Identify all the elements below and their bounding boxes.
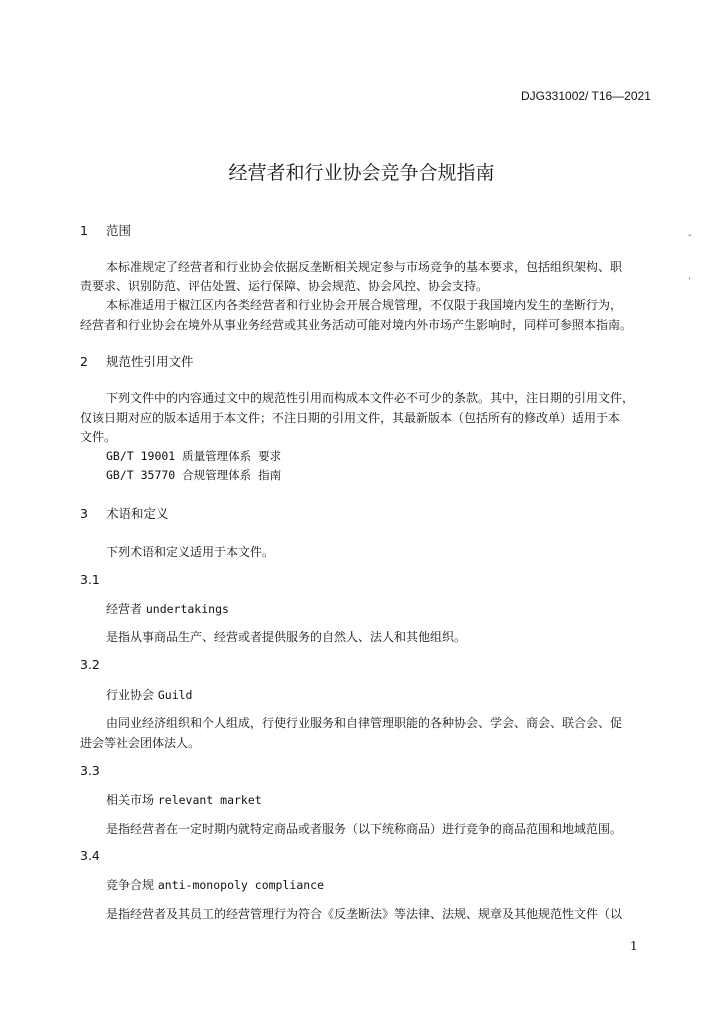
term-definition: 是指从事商品生产、经营或者提供服务的自然人、法人和其他组织。 — [106, 630, 467, 644]
term-cn: 相关市场 — [106, 793, 155, 807]
section-number: 3 — [80, 506, 88, 521]
section-number: 2 — [80, 354, 88, 369]
section-2-heading — [80, 352, 194, 370]
section-number: 1 — [80, 223, 88, 238]
paragraph-line: 下列术语和定义适用于本文件。 — [106, 545, 275, 559]
paragraph-line: 文件。 — [80, 430, 117, 444]
paragraph-line: 仅该日期对应的版本适用于本文件；不注日期的引用文件，其最新版本（包括所有的修改单）适用于本 — [80, 411, 621, 425]
term-en: Guild — [157, 688, 193, 702]
normative-reference: GB/T 19001 质量管理体系 要求 — [106, 449, 282, 463]
paragraph-line: 本标准规定了经营者和行业协会依据反垄断相关规定参与市场竞争的基本要求，包括组织架构、职 — [106, 260, 623, 274]
document-title: 经营者和行业协会竞争合规指南 — [228, 162, 495, 184]
term-number: 3.4 — [80, 848, 100, 863]
term-en: relevant market — [157, 793, 262, 807]
term-number: 3.3 — [80, 763, 100, 778]
normative-reference: GB/T 35770 合规管理体系 指南 — [106, 468, 282, 482]
term-entry — [106, 791, 262, 808]
term-definition: 进会等社会团体法人。 — [80, 736, 201, 750]
section-1-heading — [80, 221, 131, 239]
scan-mark: - — [688, 230, 692, 241]
term-en: undertakings — [145, 602, 229, 616]
term-en: anti-monopoly compliance — [157, 878, 325, 892]
term-entry — [106, 600, 229, 617]
paragraph-line: 责要求、识别防范、评估处置、运行保障、协会规范、协会风控、协会支持。 — [80, 279, 489, 293]
term-number: 3.2 — [80, 657, 100, 672]
paragraph-line: 下列文件中的内容通过文中的规范性引用而构成本文件必不可少的条款。其中，注日期的引用文件， — [106, 391, 635, 405]
term-cn: 行业协会 — [106, 688, 155, 702]
paragraph-line: 经营者和行业协会在境外从事业务经营或其业务活动可能对境内外市场产生影响时，同样可参照本指南。 — [80, 318, 633, 332]
scan-mark: · — [688, 274, 692, 285]
section-title: 规范性引用文件 — [106, 354, 194, 369]
term-entry — [106, 876, 324, 893]
term-definition: 是指经营者及其员工的经营管理行为符合《反垄断法》等法律、法规、规章及其他规范性文件（以 — [106, 907, 623, 921]
paragraph-line: 本标准适用于椒江区内各类经营者和行业协会开展合规管理，不仅限于我国境内发生的垄断行为， — [106, 298, 623, 312]
term-definition: 是指经营者在一定时期内就特定商品或者服务（以下统称商品）进行竞争的商品范围和地域范围。 — [106, 822, 623, 836]
page-number: 1 — [630, 939, 638, 953]
section-title: 术语和定义 — [106, 506, 169, 521]
term-number: 3.1 — [80, 572, 100, 587]
term-definition: 由同业经济组织和个人组成，行使行业服务和自律管理职能的各种协会、学会、商会、联合会、促 — [106, 716, 623, 730]
document-code: DJG331002/ T16—2021 — [521, 89, 651, 103]
term-entry — [106, 686, 192, 703]
term-cn: 竞争合规 — [106, 878, 155, 892]
term-cn: 经营者 — [106, 602, 143, 616]
section-title: 范围 — [106, 223, 132, 238]
section-3-heading — [80, 504, 169, 522]
